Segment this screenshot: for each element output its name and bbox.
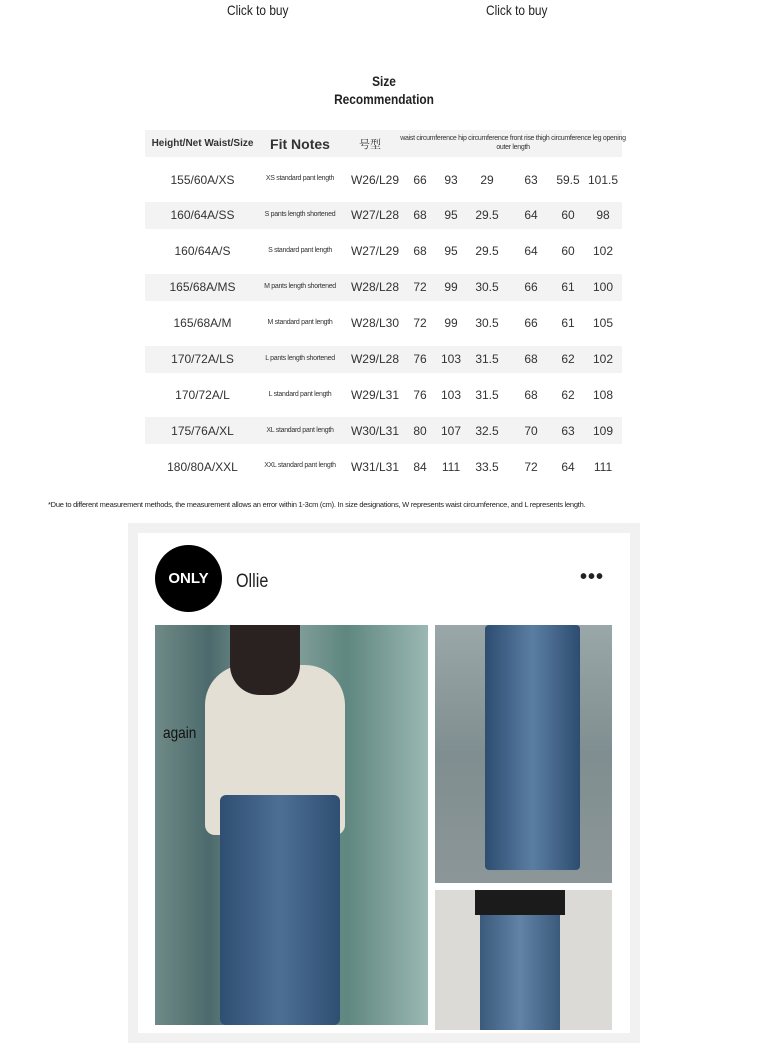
- cell-outer: 98: [596, 208, 610, 223]
- cell-rise: 30.5: [475, 280, 499, 295]
- cell-hip: 107: [440, 423, 462, 438]
- cell-size: 175/76A/XL: [171, 423, 234, 438]
- cell-thigh: 64: [524, 208, 538, 223]
- cell-outer: 111: [593, 459, 613, 474]
- cell-type: W29/L31: [350, 387, 400, 402]
- table-row: [145, 346, 622, 373]
- cell-hip: 103: [440, 352, 462, 366]
- cell-thigh: 64: [524, 244, 538, 259]
- cell-type: W30/L31: [350, 423, 400, 438]
- cell-size: 170/72A/LS: [171, 352, 234, 366]
- cell-waist: 72: [413, 280, 427, 295]
- cell-thigh: 68: [524, 387, 538, 402]
- cell-thigh: 66: [524, 316, 538, 331]
- header-type: 号型: [359, 138, 381, 151]
- cell-outer: 108: [592, 387, 614, 402]
- cell-note: XXL standard pant length: [264, 462, 336, 470]
- header-fit-notes: Fit Notes: [270, 135, 330, 152]
- cell-outer: 102: [592, 244, 614, 259]
- hair-shape: [230, 625, 300, 695]
- cell-thigh: 70: [524, 423, 538, 438]
- cell-type: W29/L28: [350, 352, 400, 366]
- cell-waist: 72: [413, 316, 427, 331]
- top-shape: [475, 890, 565, 915]
- cell-size: 165/68A/MS: [169, 280, 236, 295]
- footnote: *Due to different measurement methods, the measurement allows an error within 1-3cm (cm). In size designations, W represents waist circumference, and L represents length.: [48, 500, 586, 509]
- cell-type: W26/L29: [350, 172, 400, 187]
- cell-note: M standard pant length: [267, 318, 333, 326]
- cell-type: W27/L28: [350, 208, 400, 223]
- cell-note: XL standard pant length: [266, 426, 334, 434]
- header-size: Height/Net Waist/Size: [151, 138, 254, 149]
- cell-waist: 76: [413, 352, 427, 366]
- cell-leg: 60: [561, 244, 575, 259]
- cell-leg: 60: [561, 208, 575, 223]
- logo-text: ONLY: [168, 570, 209, 587]
- cell-rise: 31.5: [475, 352, 499, 366]
- cell-outer: 109: [592, 423, 614, 438]
- cell-leg: 59.5: [556, 172, 580, 187]
- cell-outer: 100: [592, 280, 614, 295]
- cell-rise: 30.5: [475, 316, 499, 331]
- cell-thigh: 72: [524, 459, 538, 474]
- cell-size: 160/64A/S: [174, 244, 231, 259]
- cell-hip: 93: [444, 172, 458, 187]
- cell-hip: 99: [444, 280, 458, 295]
- cell-note: L standard pant length: [268, 390, 332, 398]
- cell-rise: 32.5: [475, 423, 499, 438]
- jeans-shape: [480, 915, 560, 1030]
- cell-outer: 105: [592, 316, 614, 331]
- cell-leg: 62: [561, 387, 575, 402]
- cell-rise: 29: [480, 172, 494, 187]
- main-photo[interactable]: [155, 625, 428, 1025]
- header-measurements: [393, 130, 633, 157]
- cell-hip: 95: [444, 244, 458, 259]
- table-row: [145, 166, 622, 193]
- jeans-photo-1[interactable]: [435, 625, 612, 883]
- cell-rise: 31.5: [475, 387, 499, 402]
- table-row: [145, 274, 622, 301]
- cell-leg: 61: [561, 316, 575, 331]
- click-to-buy-link-1[interactable]: Click to buy: [227, 2, 289, 18]
- cell-note: XS standard pant length: [265, 175, 335, 183]
- cell-rise: 29.5: [475, 208, 499, 223]
- cell-hip: 103: [440, 387, 462, 402]
- cell-leg: 63: [561, 423, 575, 438]
- size-title: Size: [372, 73, 396, 89]
- cell-hip: 111: [441, 459, 461, 474]
- cell-note: S standard pant length: [268, 247, 332, 255]
- header-measurements-2: outer length: [496, 143, 530, 151]
- jeans-shape: [220, 795, 340, 1025]
- cell-waist: 68: [413, 208, 427, 223]
- cell-size: 165/68A/M: [173, 316, 232, 331]
- cell-type: W27/L29: [350, 244, 400, 259]
- cell-waist: 84: [413, 459, 427, 474]
- cell-outer: 102: [592, 352, 614, 366]
- cell-waist: 80: [413, 423, 427, 438]
- cell-rise: 33.5: [475, 459, 499, 474]
- header-measurements-1: waist circumference hip circumference front rise thigh circumference leg opening: [400, 135, 626, 143]
- cell-leg: 61: [561, 280, 575, 295]
- cell-waist: 66: [413, 172, 427, 187]
- table-row: [145, 417, 622, 444]
- brand-logo-avatar[interactable]: [155, 545, 222, 612]
- cell-size: 180/80A/XXL: [167, 459, 238, 474]
- cell-type: W28/L30: [350, 316, 400, 331]
- table-row: [145, 202, 622, 229]
- table-row: [145, 238, 622, 265]
- cell-hip: 99: [444, 316, 458, 331]
- table-row: [145, 381, 622, 408]
- table-header: [145, 130, 626, 157]
- click-to-buy-link-2[interactable]: Click to buy: [486, 2, 548, 18]
- cell-size: 170/72A/L: [175, 387, 230, 402]
- jeans-photo-2[interactable]: [435, 890, 612, 1030]
- cell-type: W31/L31: [350, 459, 400, 474]
- cell-type: W28/L28: [350, 280, 400, 295]
- size-title-2: Recommendation: [334, 91, 434, 107]
- cell-waist: 68: [413, 244, 427, 259]
- cell-waist: 76: [413, 387, 427, 402]
- cell-hip: 95: [444, 208, 458, 223]
- cell-leg: 62: [561, 352, 575, 366]
- cell-thigh: 63: [524, 172, 538, 187]
- cell-note: L pants length shortened: [265, 354, 335, 362]
- cell-thigh: 66: [524, 280, 538, 295]
- username[interactable]: Ollie: [236, 571, 269, 592]
- overlay-text: again: [163, 725, 197, 742]
- cell-note: S pants length shortened: [264, 211, 336, 219]
- cell-size: 155/60A/XS: [170, 172, 235, 187]
- more-options-icon[interactable]: •••: [580, 566, 605, 588]
- cell-size: 160/64A/SS: [170, 208, 235, 223]
- table-row: [145, 310, 622, 337]
- cell-leg: 64: [561, 459, 575, 474]
- cell-outer: 101.5: [587, 172, 619, 187]
- cell-thigh: 68: [524, 352, 538, 366]
- cell-rise: 29.5: [475, 244, 499, 259]
- jeans-shape: [485, 625, 580, 870]
- cell-note: M pants length shortened: [264, 282, 336, 290]
- table-row: [145, 453, 622, 480]
